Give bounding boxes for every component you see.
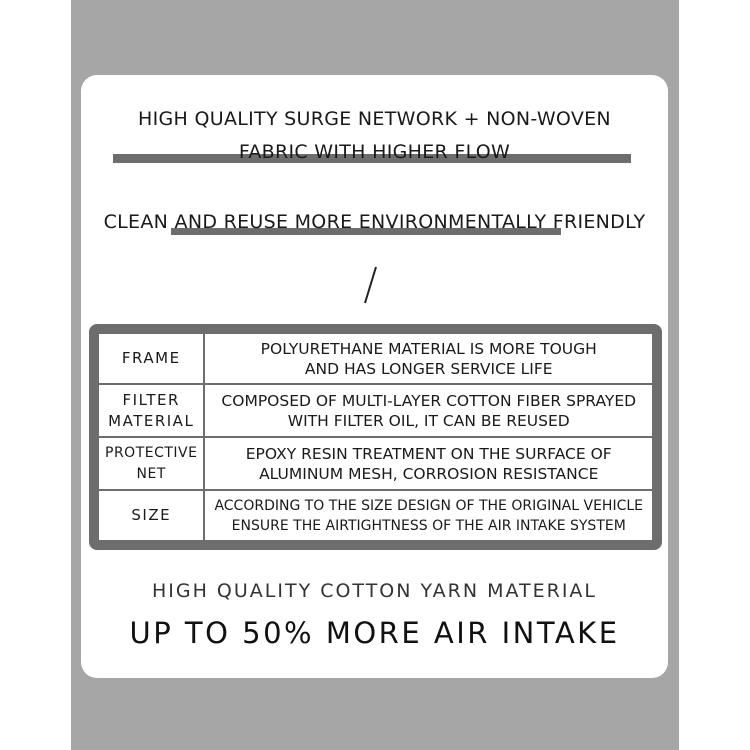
spec-row-size <box>98 490 653 541</box>
spec-value: EPOXY RESIN TREATMENT ON THE SURFACE OF ALUMINUM MESH, CORROSION RESISTANCE <box>204 437 653 490</box>
spec-label: FRAME <box>98 333 204 384</box>
headline-line-1: HIGH QUALITY SURGE NETWORK + NON-WOVEN <box>138 108 611 130</box>
subheadline: CLEAN AND REUSE MORE ENVIRONMENTALLY FRIENDLY <box>103 211 646 233</box>
spec-table <box>97 332 654 542</box>
spec-label: SIZE <box>98 490 204 541</box>
spec-row-protective-net <box>98 437 653 490</box>
material-caption: HIGH QUALITY COTTON YARN MATERIAL <box>151 580 598 602</box>
spec-row-filter-material <box>98 384 653 437</box>
spec-value: ACCORDING TO THE SIZE DESIGN OF THE ORIGINAL VEHICLE ENSURE THE AIRTIGHTNESS OF THE AIR INTAKE SYSTEM <box>204 490 653 541</box>
spec-table-frame <box>89 324 662 550</box>
spec-label: FILTER MATERIAL <box>98 384 204 437</box>
intake-claim: UP TO 50% MORE AIR INTAKE <box>129 616 620 650</box>
spec-value: POLYURETHANE MATERIAL IS MORE TOUGH AND HAS LONGER SERVICE LIFE <box>204 333 653 384</box>
spec-row-frame <box>98 333 653 384</box>
headline-line-2: FABRIC WITH HIGHER FLOW <box>238 141 511 163</box>
spec-label: PROTECTIVE NET <box>98 437 204 490</box>
info-card <box>81 75 668 678</box>
spec-value: COMPOSED OF MULTI-LAYER COTTON FIBER SPRAYED WITH FILTER OIL, IT CAN BE REUSED <box>204 384 653 437</box>
headline <box>81 103 668 169</box>
slash-separator-icon <box>361 265 381 305</box>
